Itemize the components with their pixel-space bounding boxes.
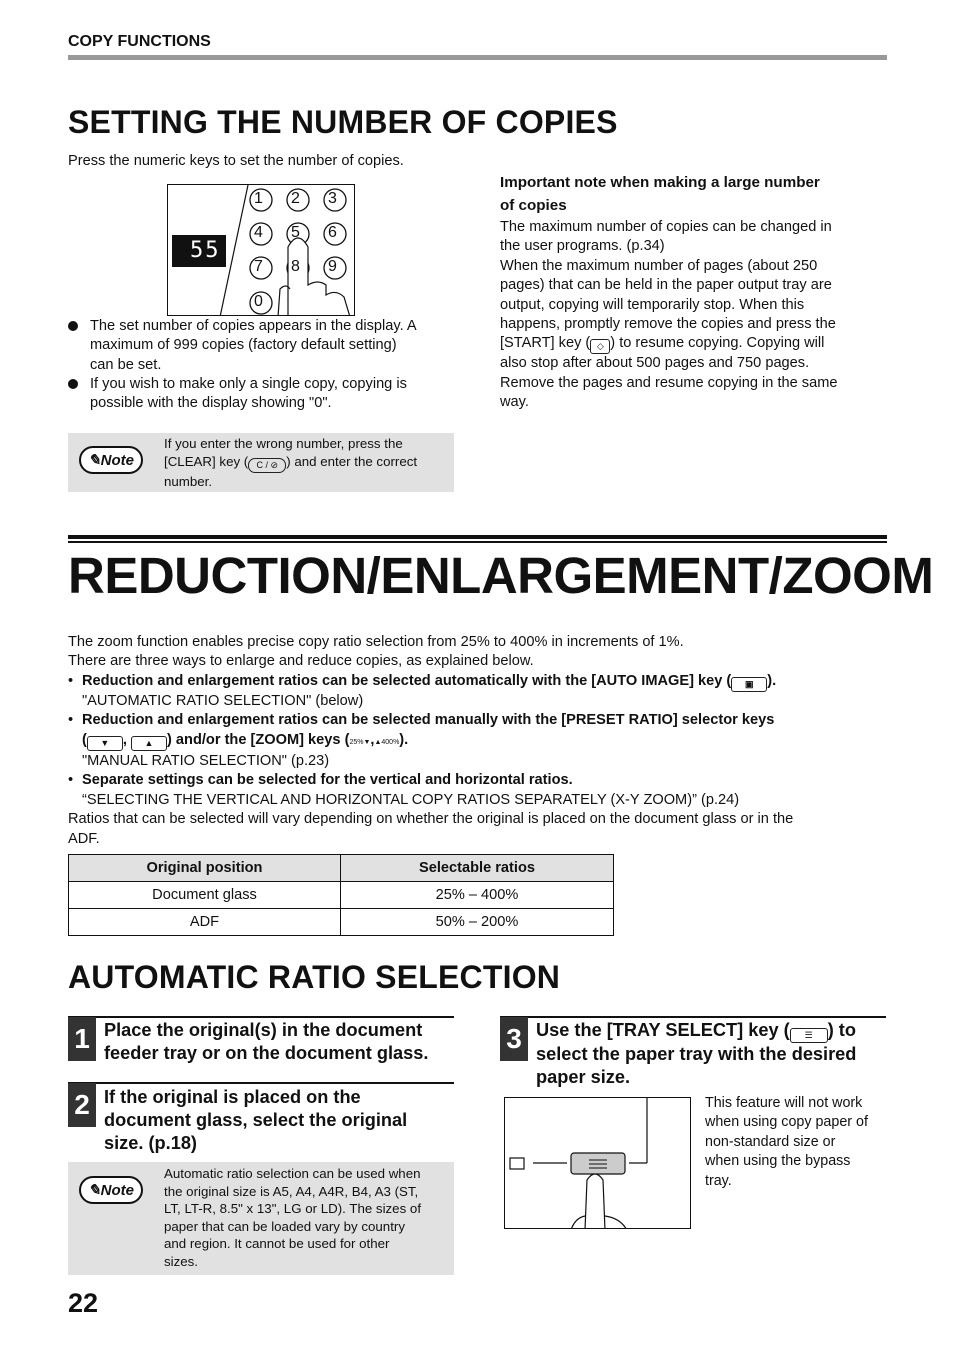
bullet-line: If you wish to make only a single copy, copying is [90, 376, 407, 392]
note-box [68, 1162, 454, 1275]
key-1: 1 [254, 190, 263, 207]
step-line: If the original is placed on the [104, 1087, 361, 1107]
step-text [104, 1019, 428, 1065]
zoom-up-label: 400% [381, 738, 400, 746]
zoom-intro-line: There are three ways to enlarge and reduce copies, as explained below. [68, 653, 534, 670]
note-text-part: ) and enter the correct [286, 453, 418, 469]
key-8: 8 [291, 258, 300, 275]
key-3: 3 [328, 190, 337, 207]
key-2: 2 [291, 190, 300, 207]
note-line: and region. It cannot be used for other [164, 1236, 390, 1252]
step-line: document glass, select the original [104, 1109, 408, 1130]
note-badge [79, 446, 143, 474]
step-text [536, 1019, 856, 1089]
pencil-icon: ✎ [88, 452, 101, 469]
title-rule-top [68, 535, 887, 539]
step-line: select the paper tray with the desired [536, 1044, 857, 1064]
auto-ratio-title: AUTOMATIC RATIO SELECTION [68, 959, 561, 995]
copies-intro: Press the numeric keys to set the number of copies. [68, 153, 404, 169]
bold-text-part: ). [399, 731, 409, 748]
important-line: output, copying will temporarily stop. When this [500, 296, 805, 313]
note-text [164, 1165, 421, 1271]
zoom-bullet [68, 771, 888, 810]
important-line: the user programs. (p.34) [500, 238, 665, 255]
auto-image-key-icon: ▣ [731, 677, 767, 692]
table-header-row [69, 855, 614, 882]
step-text-part: ) to [827, 1020, 856, 1040]
table-header: Selectable ratios [341, 855, 614, 882]
important-line: Remove the pages and resume copying in the same [500, 374, 838, 391]
step-number: 3 [500, 1017, 528, 1061]
section-header: COPY FUNCTIONS [68, 33, 211, 50]
important-text-part: ) to resume copying. Copying will [610, 335, 825, 352]
important-line: When the maximum number of pages (about 250 [500, 257, 818, 274]
table-cell: 50% – 200% [341, 909, 614, 936]
step-line: Place the original(s) in the document [104, 1020, 423, 1040]
note-line: number. [164, 473, 213, 489]
bold-text-part: ) and/or the [ZOOM] keys ( [167, 731, 350, 748]
table-cell: Document glass [69, 882, 341, 909]
zoom-outro-line: Ratios that can be selected will vary depending on whether the original is placed on the document glass or in the [68, 811, 794, 828]
important-note-body [500, 218, 837, 413]
tray-select-drawing [505, 1098, 691, 1229]
step-text-part: Use the [TRAY SELECT] key ( [536, 1020, 790, 1040]
description-line: tray. [705, 1172, 732, 1189]
zoom-bullet-bold [82, 731, 888, 752]
ratios-table [68, 854, 614, 936]
key-5: 5 [291, 224, 300, 241]
zoom-bullet [68, 711, 888, 771]
step-rule [500, 1016, 886, 1018]
note-box [68, 433, 454, 492]
start-key-icon: ◇ [590, 339, 610, 354]
bullet-item [90, 375, 407, 414]
keypad-illustration [167, 184, 355, 316]
important-line: also stop after about 500 pages and 750 pages. [500, 355, 810, 372]
zoom-bullet-bold [82, 672, 888, 692]
bullet-line: The set number of copies appears in the display. A [90, 318, 417, 334]
bullet-line: maximum of 999 copies (factory default setting) [90, 337, 397, 354]
note-line: Automatic ratio selection can be used when [164, 1166, 421, 1181]
preset-ratio-down-key-icon: ▼ [87, 736, 123, 751]
bullet-dot [68, 379, 78, 389]
step-number: 2 [68, 1083, 96, 1127]
step-rule [68, 1082, 454, 1084]
table-cell: 25% – 400% [341, 882, 614, 909]
important-line: happens, promptly remove the copies and press the [500, 316, 836, 333]
table-row [69, 909, 614, 936]
zoom-bullet-ref: “SELECTING THE VERTICAL AND HORIZONTAL COPY RATIOS SEPARATELY (X-Y ZOOM)” (p.24) [82, 791, 740, 808]
note-line: LT, LT-R, 8.5" x 13", LG or LD). The sizes of [164, 1201, 422, 1217]
key-6: 6 [328, 224, 337, 241]
note-line: paper that can be loaded vary by country [164, 1218, 405, 1234]
important-title-line: of copies [500, 196, 567, 214]
zoom-outro-line: ADF. [68, 830, 100, 847]
bold-text-part: , [370, 731, 375, 748]
preset-ratio-up-key-icon: ▲ [131, 736, 167, 751]
zoom-intro-line: The zoom function enables precise copy ratio selection from 25% to 400% in increments of 1%. [68, 634, 684, 650]
tray-select-illustration [504, 1097, 691, 1229]
zoom-title: REDUCTION/ENLARGEMENT/ZOOM [68, 547, 934, 604]
step-number: 1 [68, 1017, 96, 1061]
header-rule [68, 55, 887, 60]
bullet-mark: • [68, 772, 74, 789]
zoom-bullet-bold: Separate settings can be selected for the vertical and horizontal ratios. [82, 772, 573, 789]
important-note-title [500, 172, 820, 217]
step-line: paper size. [536, 1066, 631, 1087]
zoom-up-key-icon: ▲400% [374, 738, 400, 746]
zoom-bullet-ref: "MANUAL RATIO SELECTION" (p.23) [82, 753, 330, 770]
tray-select-description [705, 1094, 868, 1191]
important-line: pages) that can be held in the paper output tray are [500, 277, 832, 294]
description-line: when using the bypass [705, 1153, 851, 1170]
step-line [536, 1019, 856, 1043]
note-line: sizes. [164, 1253, 198, 1269]
title-rule-bottom [68, 541, 887, 543]
key-0: 0 [254, 293, 263, 310]
bullet-dot [68, 321, 78, 331]
copy-count-display: 55 [190, 238, 221, 263]
clear-key-icon: C / ⊘ [248, 458, 286, 473]
step-text [104, 1086, 407, 1154]
zoom-down-label: 25% [349, 738, 364, 746]
zoom-bullet-ref: "AUTOMATIC RATIO SELECTION" (below) [82, 692, 364, 709]
key-9: 9 [328, 258, 337, 275]
key-4: 4 [254, 224, 263, 241]
note-badge-label: Note [100, 451, 134, 469]
zoom-bullet-bold: Reduction and enlargement ratios can be selected manually with the [PRESET RATIO] selector keys [82, 712, 775, 729]
description-line: This feature will not work [705, 1095, 863, 1111]
bold-text-part: ( [82, 731, 87, 748]
description-line: non-standard size or [705, 1133, 836, 1150]
key-7: 7 [254, 258, 263, 275]
note-line [164, 453, 417, 473]
pencil-icon: ✎ [88, 1182, 101, 1199]
bold-text-part: , [122, 731, 127, 748]
page-number: 22 [68, 1288, 99, 1318]
step-line: feeder tray or on the document glass. [104, 1042, 429, 1063]
bullet-item [90, 317, 417, 375]
step-line: size. (p.18) [104, 1132, 197, 1153]
bold-text-part: Reduction and enlargement ratios can be selected automatically with the [AUTO IMAGE] key ( [82, 672, 732, 689]
note-badge [79, 1176, 143, 1204]
important-line: way. [500, 394, 529, 411]
bullet-line: possible with the display showing "0". [90, 395, 332, 412]
important-title-line: Important note when making a large number [500, 174, 820, 191]
bold-text-part: ). [767, 672, 777, 689]
important-line: The maximum number of copies can be changed in [500, 219, 832, 235]
table-cell: ADF [69, 909, 341, 936]
table-header: Original position [69, 855, 341, 882]
zoom-bullet [68, 672, 888, 711]
note-text [164, 435, 417, 490]
important-line [500, 334, 837, 354]
copies-title: SETTING THE NUMBER OF COPIES [68, 104, 618, 140]
step-rule [68, 1016, 454, 1018]
table-row [69, 882, 614, 909]
note-line: If you enter the wrong number, press the [164, 436, 403, 451]
description-line: when using copy paper of [705, 1114, 868, 1131]
note-badge-label: Note [100, 1181, 134, 1199]
zoom-body [68, 633, 888, 849]
bullet-mark: • [68, 712, 74, 729]
important-text-part: [START] key ( [500, 335, 591, 352]
note-line: the original size is A5, A4, A4R, B4, A3 (ST, [164, 1183, 419, 1199]
tray-select-key-icon: ☰ [790, 1028, 828, 1043]
zoom-down-key-icon: 25%▼ [349, 738, 371, 746]
bullet-mark: • [68, 672, 74, 689]
note-text-part: [CLEAR] key ( [164, 453, 249, 469]
bullet-line: can be set. [90, 356, 162, 373]
